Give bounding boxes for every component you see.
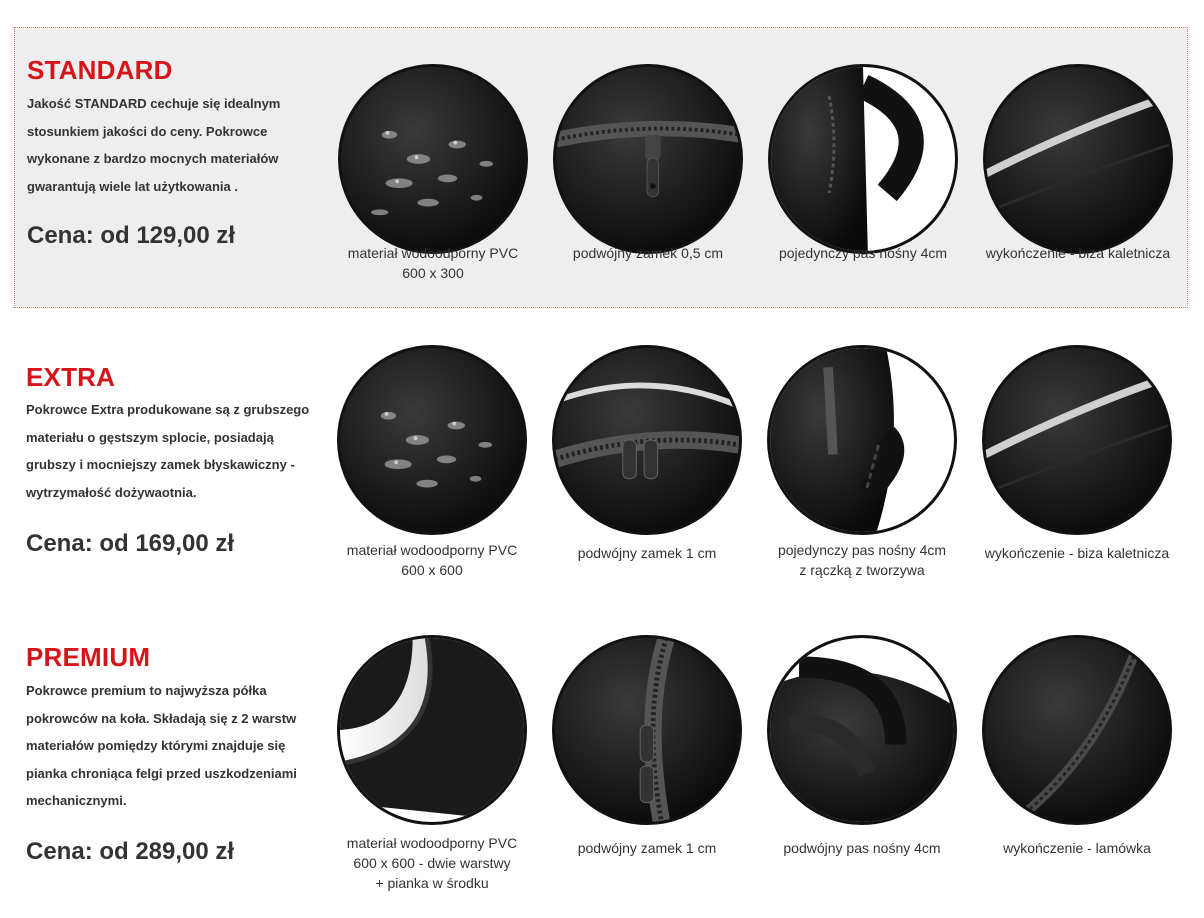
handle-strap-icon	[767, 345, 957, 535]
piping-icon	[982, 345, 1172, 535]
feature-caption: podwójny zamek 1 cm	[577, 840, 717, 856]
feature-caption: pojedynczy pas nośny 4cm	[778, 245, 948, 261]
section-title: PREMIUM	[26, 642, 151, 672]
zipper-icon	[553, 64, 743, 254]
feature-caption: 600 x 600	[401, 562, 463, 578]
feature-caption: 600 x 600 - dwie warstwy	[353, 855, 511, 871]
edging-icon	[982, 635, 1172, 825]
section-standard	[14, 27, 1188, 308]
water-droplets-icon	[337, 345, 527, 535]
feature-caption: materiał wodoodporny PVC	[346, 835, 518, 851]
feature-caption: wykończenie - lamówka	[1003, 840, 1151, 856]
double-strap-icon	[767, 635, 957, 825]
section-description: Jakość STANDARD cechuje się idealnym stosunkiem jakości do ceny. Pokrowce wykonane z bardzo mocnych materiałów gwarantują wiele lat użytkowania .	[27, 96, 281, 194]
section-premium	[14, 620, 1188, 910]
zipper-icon	[552, 635, 742, 825]
piping-icon	[983, 64, 1173, 254]
section-price: Cena: od 169,00 zł	[26, 530, 235, 557]
feature-caption: wykończenie - biza kaletnicza	[984, 545, 1170, 561]
section-price: Cena: od 289,00 zł	[26, 838, 235, 865]
feature-caption: wykończenie - biza kaletnicza	[985, 245, 1171, 261]
foam-layer-icon	[337, 635, 527, 825]
section-price: Cena: od 129,00 zł	[27, 222, 236, 249]
water-droplets-icon	[338, 64, 528, 254]
feature-caption: pojedynczy pas nośny 4cm	[777, 542, 947, 558]
feature-caption: materiał wodoodporny PVC	[346, 542, 518, 558]
zipper-icon	[552, 345, 742, 535]
feature-caption: 600 x 300	[402, 265, 464, 281]
feature-caption: podwójny zamek 1 cm	[577, 545, 717, 561]
feature-caption: podwójny zamek 0,5 cm	[572, 245, 724, 261]
section-extra	[14, 340, 1188, 590]
feature-caption: + pianka w środku	[375, 875, 489, 891]
section-title: EXTRA	[26, 362, 116, 392]
section-description: Pokrowce premium to najwyższa półka pokrowców na koła. Składają się z 2 warstw materiałów pomiędzy którymi znajduje się pianka chroniąca felgi przed uszkodzeniami mechanicznymi.	[26, 683, 297, 808]
section-title: STANDARD	[27, 55, 173, 85]
section-description: Pokrowce Extra produkowane są z grubszego materiału o gęstszym splocie, posiadają grubszy i mocniejszy zamek błyskawiczny - wytrzymałość dożywaotnia.	[26, 402, 310, 500]
feature-caption: z rączką z tworzywa	[799, 562, 925, 578]
feature-caption: materiał wodoodporny PVC	[347, 245, 519, 261]
feature-caption: podwójny pas nośny 4cm	[783, 840, 941, 856]
strap-icon	[768, 64, 958, 254]
